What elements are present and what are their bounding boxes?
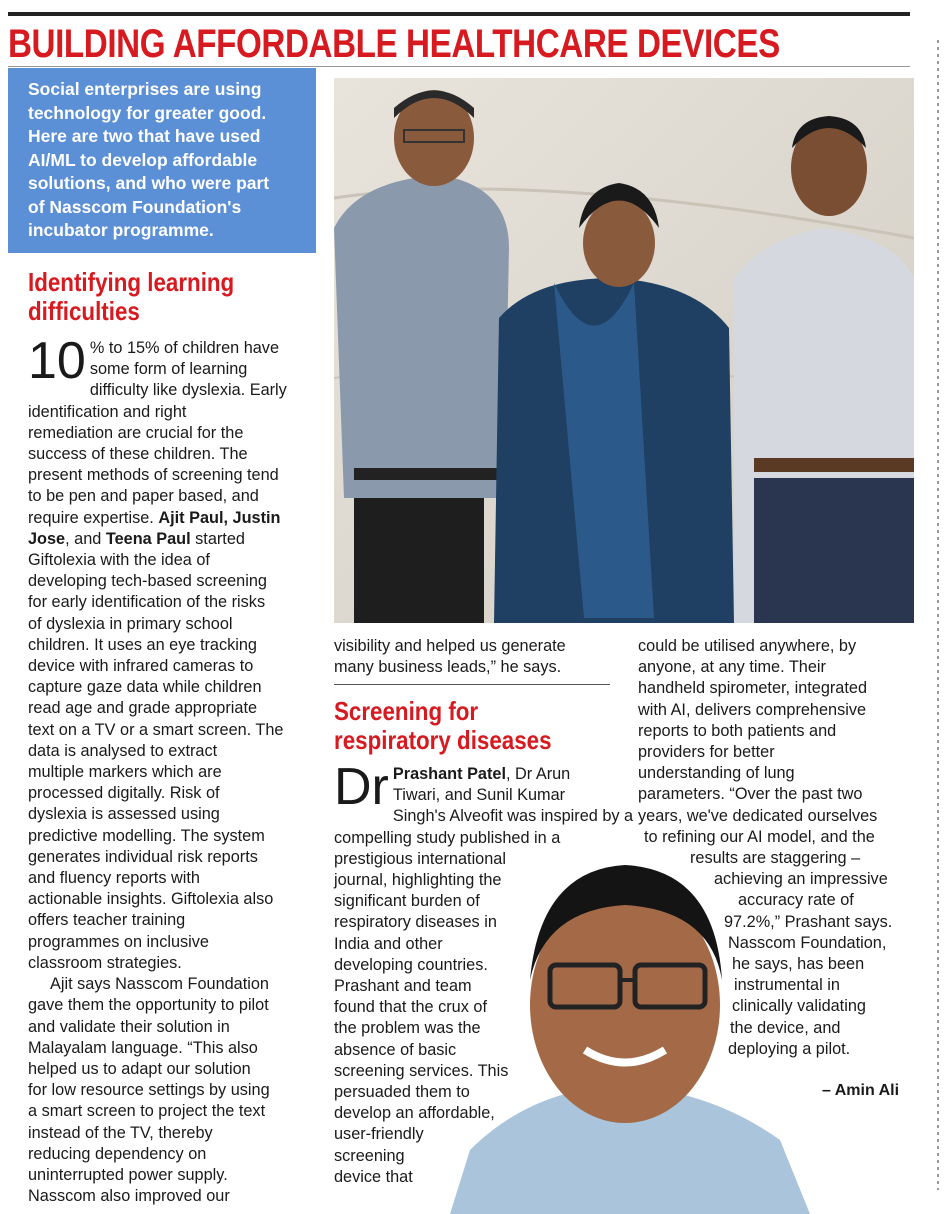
section-title-learning: Identifying learning difficulties	[28, 267, 235, 326]
intro-line: Social enterprises are using	[28, 79, 262, 99]
intro-line: solutions, and who were part	[28, 173, 270, 193]
intro-box	[8, 68, 316, 253]
headline-rule	[8, 66, 910, 67]
drop-cap: 10	[28, 332, 86, 390]
column-dotted-rule	[937, 40, 939, 1190]
top-rule	[8, 12, 910, 16]
intro-line: AI/ML to develop affordable	[28, 149, 258, 170]
intro-line: incubator programme.	[28, 220, 214, 240]
group-photo	[334, 78, 914, 623]
article-respiratory-right-column: could be utilised anywhere, by anyone, at any time. Their handheld spirometer, integrated with AI, delivers comprehensive reports to both patients and providers for better understanding of lung parameters. “Over the past two years, we've dedicated ourselves to refining our AI model, and the results are staggering – achieving an impressive accuracy rate of 97.2%,” Prashant says. Nasscom Foundation, he says, has been instrumental in clinically validating the device, and deploying a pilot.	[638, 637, 893, 1058]
intro-line: Here are two that have used	[28, 126, 261, 146]
drop-cap-dr: Dr	[334, 758, 389, 816]
article-respiratory-column: Dr Prashant Patel, Dr Arun Tiwari, and Sunil Kumar Singh's Alveofit was inspired by a compelling study published in a prestigious international journal, highlighting the significant burden of respiratory diseases in India and other developing countries. Prashant and team found that the crux of the problem was the absence of basic screening services. This persuaded them to develop an affordable, user-friendly screening device that	[334, 758, 634, 1186]
section-title-respiratory: Screening for respiratory diseases	[334, 696, 552, 755]
author-byline: – Amin Ali	[822, 1082, 900, 1099]
intro-line: of Nasscom Foundation's	[28, 196, 242, 217]
section-divider	[334, 684, 610, 685]
founder-name: Prashant Patel	[392, 765, 506, 783]
article-learning-column: 10 % to 15% of children have some form of learning difficulty like dyslexia. Early identification and right remediation are crucial for the success of these children. The present methods of screening tend to be pen and paper based, and require expertise. Ajit Paul, Justin Jose, and Teena Paul started Giftolexia with the idea of developing tech-based screening for early identification of the risks of dyslexia in primary school children. It uses an eye tracking device with infrared cameras to capture gaze data while children read age and grade appropriate text on a TV or a smart screen. The data is analysed to extract multiple markers which are processed digitally. Risk of dyslexia is assessed using predictive modelling. The system generates individual risk reports and fluency reports with actionable insights. Giftolexia also offers teacher training programmes on inclusive classroom strategies. Ajit says Nasscom Foundation gave them the opportunity to pilot and validate their solution in Malayalam language. “This also helped us to adapt our solution for low resource settings by using a smart screen to project the text instead of the TV, thereby reducing dependency on uninterrupted power supply. Nasscom also improved our	[28, 332, 287, 1206]
page-headline: BUILDING AFFORDABLE HEALTHCARE DEVICES	[8, 22, 780, 66]
intro-line: technology for greater good.	[28, 102, 267, 123]
founder-names: Ajit Paul, Justin	[158, 508, 281, 527]
article-learning-continued: visibility and helped us generate many business leads,” he says.	[334, 637, 566, 677]
